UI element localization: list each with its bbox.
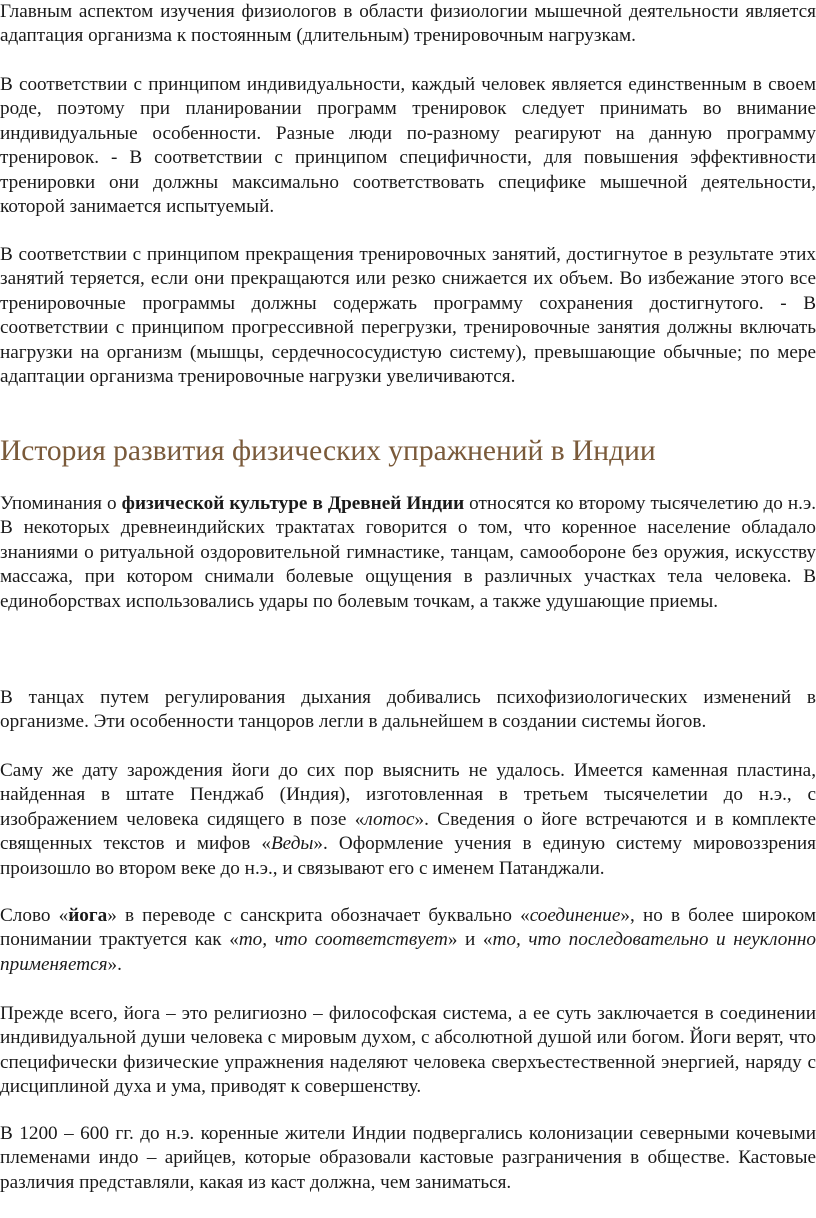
p7-italic2: то, что соответствует: [238, 929, 448, 951]
paragraph-ancient-india: [0, 492, 816, 614]
p7-bold1: йога: [68, 905, 108, 926]
p4-after: относятся ко второму тысячелетию до н.э. В некоторых древнеиндийских трактатах говорится о том, что коренное население обладало знаниями о ритуальной оздоровительной гимнастике, танцам, самообороне без оружия, искусству массажа, при котором снимали болевые ощущения в различных участках тела человека. В единоборствах использовались удары по болевым точкам, а также удушающие приемы.: [0, 493, 816, 612]
section-heading: История развития физических упражнений в Индии: [0, 435, 656, 467]
p6-part3: ». Оформление учения в единую систему мировоззрения произошло во втором веке до н.э., и связывают его с именем Патанджали.: [0, 833, 816, 879]
paragraph-adaptation: Главным аспектом изучения физиологов в области физиологии мышечной деятельности является адаптация организма к постоянным (длительным) тренировочным нагрузкам.: [0, 1, 816, 47]
p6-part1: Саму же дату зарождения йоги до сих пор выяснить не удалось. Имеется каменная пластина, найденная в штате Пенджаб (Индия), изготовленная в третьем тысячелетии до н.э., с изображением человека сидящего в позе «: [0, 760, 816, 830]
p7-part1: Слово «: [0, 905, 69, 926]
p7-part2: » в переводе с санскрита обозначает буквально «: [107, 905, 530, 926]
paragraph-dance-breathing: В танцах путем регулирования дыхания добивались психофизиологических изменений в организме. Эти особенности танцоров легли в дальнейшем в создании системы йогов.: [0, 687, 816, 733]
p7-part4: » и «: [447, 929, 493, 951]
p6-part2: ». Сведения о йоге встречаются и в комплекте священных текстов и мифов «: [0, 808, 816, 855]
p4-bold: физической культуре в Древней Индии: [121, 493, 465, 514]
p7-italic3: то, что последовательно и неуклонно применяется: [0, 929, 816, 975]
p6-italic1: лотос: [364, 808, 415, 830]
paragraph-yoga-philosophy: Прежде всего, йога – это религиозно – философская система, а ее суть заключается в соединении индивидуальной души человека с мировым духом, с абсолютной душой или богом. Йоги верят, что специфически физические упражнения наделяют человека сверхъестественной энергией, наряду с дисциплиной духа и ума, приводят к совершенству.: [0, 1003, 816, 1098]
paragraph-training-cessation: В соответствии с принципом прекращения тренировочных занятий, достигнутое в результате этих занятий теряется, если они прекращаются или резко снижается их объем. Во избежание этого все тренировочные программы должны содержать программу сохранения достигнутого. - В соответствии с принципом прогрессивной перегрузки, тренировочные занятия должны включать нагрузки на организм (мышцы, сердечнососудистую систему), превышающие обычные; по мере адаптации организма тренировочные нагрузки увеличиваются.: [0, 244, 816, 388]
p4-before: Упоминания о: [0, 493, 122, 514]
paragraph-yoga-origin: [0, 759, 816, 881]
paragraph-yoga-word: [0, 904, 816, 977]
p7-italic1: соединение: [529, 905, 621, 926]
p6-italic2: Веды: [270, 833, 314, 855]
paragraph-caste: В 1200 – 600 гг. до н.э. коренные жители Индии подвергались колонизации северными кочевыми племенами индо – арийцев, которые образовали кастовые разграничения в обществе. Кастовые различия представляли, какая из каст должна, чем заниматься.: [0, 1123, 816, 1193]
p7-part5: ».: [107, 953, 122, 975]
p7-part3: », но в более широком понимании трактуется как «: [0, 905, 816, 951]
paragraph-individuality: В соответствии с принципом индивидуальности, каждый человек является единственным в своем роде, поэтому при планировании программ тренировок следует принимать во внимание индивидуальные особенности. Разные люди по-разному реагируют на данную программу тренировок. - В соответствии с принципом специфичности, для повышения эффективности тренировки они должны максимально соответствовать специфике мышечной деятельности, которой занимается испытуемый.: [0, 74, 816, 218]
